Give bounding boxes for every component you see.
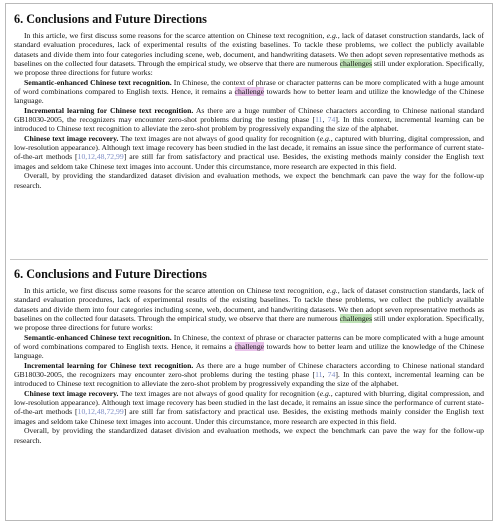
paragraph-lead: Semantic-enhanced Chinese text recognition.: [24, 77, 172, 87]
eg-abbrev: e.g.: [319, 388, 331, 398]
incremental-paragraph: [14, 106, 484, 134]
paragraph-text: The text images are not always of good quality for recognition (: [118, 388, 320, 398]
intro-paragraph: [14, 286, 484, 333]
citation-link[interactable]: 11: [315, 115, 323, 125]
paragraph-text: towards how to better learn and utilize the knowledge of the Chinese language.: [14, 342, 485, 361]
paragraph-text: In Chinese, the context of phrase or character patterns can be more complicated with a huge amount of word combinations compared to English texts. Hence, it remains a: [14, 77, 484, 97]
paragraph-text: , captured with blurring, digital compression, and low-resolution appearance). Although text image recovery has been studied in the last decade, it remains an issue since the performance of current state-of-the-art methods [: [14, 133, 484, 162]
citation-link[interactable]: 11: [315, 370, 323, 380]
paragraph-lead: Chinese text image recovery.: [24, 388, 119, 398]
paragraph-text: As there are a huge number of Chinese characters according to Chinese national standard GB18030-2005, the recognizers may encounter zero-shot problems during the testing phase [: [14, 360, 485, 380]
intro-paragraph: [14, 31, 484, 78]
paragraph-lead: Incremental learning for Chinese text recognition.: [24, 105, 194, 115]
highlight-challenges[interactable]: challenges: [339, 59, 373, 69]
intro-text: still under exploration. Specifically, we propose three directions for future works:: [14, 314, 484, 333]
paper-page: [5, 3, 493, 521]
copy-divider: [10, 259, 488, 260]
highlight-challenge[interactable]: challenge: [234, 87, 264, 97]
paragraph-text: The text images are not always of good quality for recognition (: [118, 133, 320, 143]
eg-abbrev: e.g.: [326, 31, 338, 40]
section-heading: 6. Conclusions and Future Directions: [14, 12, 207, 26]
paragraph-text: As there are a huge number of Chinese characters according to Chinese national standard GB18030-2005, the recognizers may encounter zero-shot problems during the testing phase [: [14, 105, 485, 125]
paragraph-lead: Incremental learning for Chinese text recognition.: [24, 360, 194, 370]
semantic-paragraph: [14, 333, 484, 361]
paragraph-text: ] are still far from satisfactory and practical use. Besides, the existing methods mainly consider the English text images and seldom take Chinese text images into account. Under this circumstance, more research are expected in this field.: [14, 152, 484, 171]
eg-abbrev: e.g.: [319, 133, 331, 143]
paragraph-text: ] are still far from satisfactory and practical use. Besides, the existing methods mainly consider the English text images and seldom take Chinese text images into account. Under this circumstance, more research are expected in this field.: [14, 407, 484, 426]
eg-abbrev: e.g.: [326, 286, 338, 295]
section-heading: 6. Conclusions and Future Directions: [14, 267, 207, 281]
intro-text: still under exploration. Specifically, we propose three directions for future works:: [14, 59, 484, 78]
paragraph-text: , captured with blurring, digital compression, and low-resolution appearance). Although text image recovery has been studied in the last decade, it remains an issue since the performance of current state-of-the-art methods [: [14, 388, 484, 417]
paragraph-text: ]. In this context, incremental learning can be introduced to Chinese text recognition to alleviate the zero-shot problem by progressively expanding the size of the alphabet.: [14, 115, 485, 134]
paragraph-text: towards how to better learn and utilize the knowledge of the Chinese language.: [14, 87, 485, 106]
paragraph-text: In Chinese, the context of phrase or character patterns can be more complicated with a huge amount of word combinations compared to English texts. Hence, it remains a: [14, 332, 484, 352]
citation-link[interactable]: 10,12,48,72,99: [77, 407, 124, 417]
highlight-challenges[interactable]: challenges: [339, 314, 373, 324]
section-conclusions-copy: [14, 267, 484, 445]
incremental-paragraph: [14, 361, 484, 389]
image-recovery-paragraph: [14, 389, 484, 426]
paragraph-text: ]. In this context, incremental learning can be introduced to Chinese text recognition to alleviate the zero-shot problem by progressively expanding the size of the alphabet.: [14, 370, 485, 389]
section-conclusions: [14, 12, 484, 190]
intro-text: In this article, we first discuss some reasons for the scarce attention on Chinese text recognition,: [24, 31, 327, 40]
highlight-challenge[interactable]: challenge: [234, 342, 264, 352]
closing-paragraph: Overall, by providing the standardized dataset division and evaluation methods, we expect the benchmark can pave the way for the follow-up research.: [14, 426, 484, 445]
closing-paragraph: Overall, by providing the standardized dataset division and evaluation methods, we expect the benchmark can pave the way for the follow-up research.: [14, 171, 484, 190]
citation-sep: ,: [322, 370, 328, 380]
paragraph-lead: Chinese text image recovery.: [24, 133, 119, 143]
intro-text: In this article, we first discuss some reasons for the scarce attention on Chinese text recognition,: [24, 286, 327, 295]
image-recovery-paragraph: [14, 134, 484, 171]
intro-text: , lack of dataset construction standards, lack of standard evaluation procedures, lack of experimental results of the existing baselines. To tackle these problems, we collect the publicly available datasets and divide them into four categories including scene, web, document, and handwriting datasets. We then adopt seven representative methods as baselines on the collected four datasets. Through the empirical study, we observe that there are numerous: [14, 31, 484, 69]
citation-link[interactable]: 10,12,48,72,99: [77, 152, 124, 162]
citation-link[interactable]: 74: [327, 370, 336, 380]
citation-link[interactable]: 74: [327, 115, 336, 125]
paragraph-lead: Semantic-enhanced Chinese text recognition.: [24, 332, 172, 342]
semantic-paragraph: [14, 78, 484, 106]
citation-sep: ,: [322, 115, 328, 125]
intro-text: , lack of dataset construction standards, lack of standard evaluation procedures, lack of experimental results of the existing baselines. To tackle these problems, we collect the publicly available datasets and divide them into four categories including scene, web, document, and handwriting datasets. We then adopt seven representative methods as baselines on the collected four datasets. Through the empirical study, we observe that there are numerous: [14, 286, 484, 324]
